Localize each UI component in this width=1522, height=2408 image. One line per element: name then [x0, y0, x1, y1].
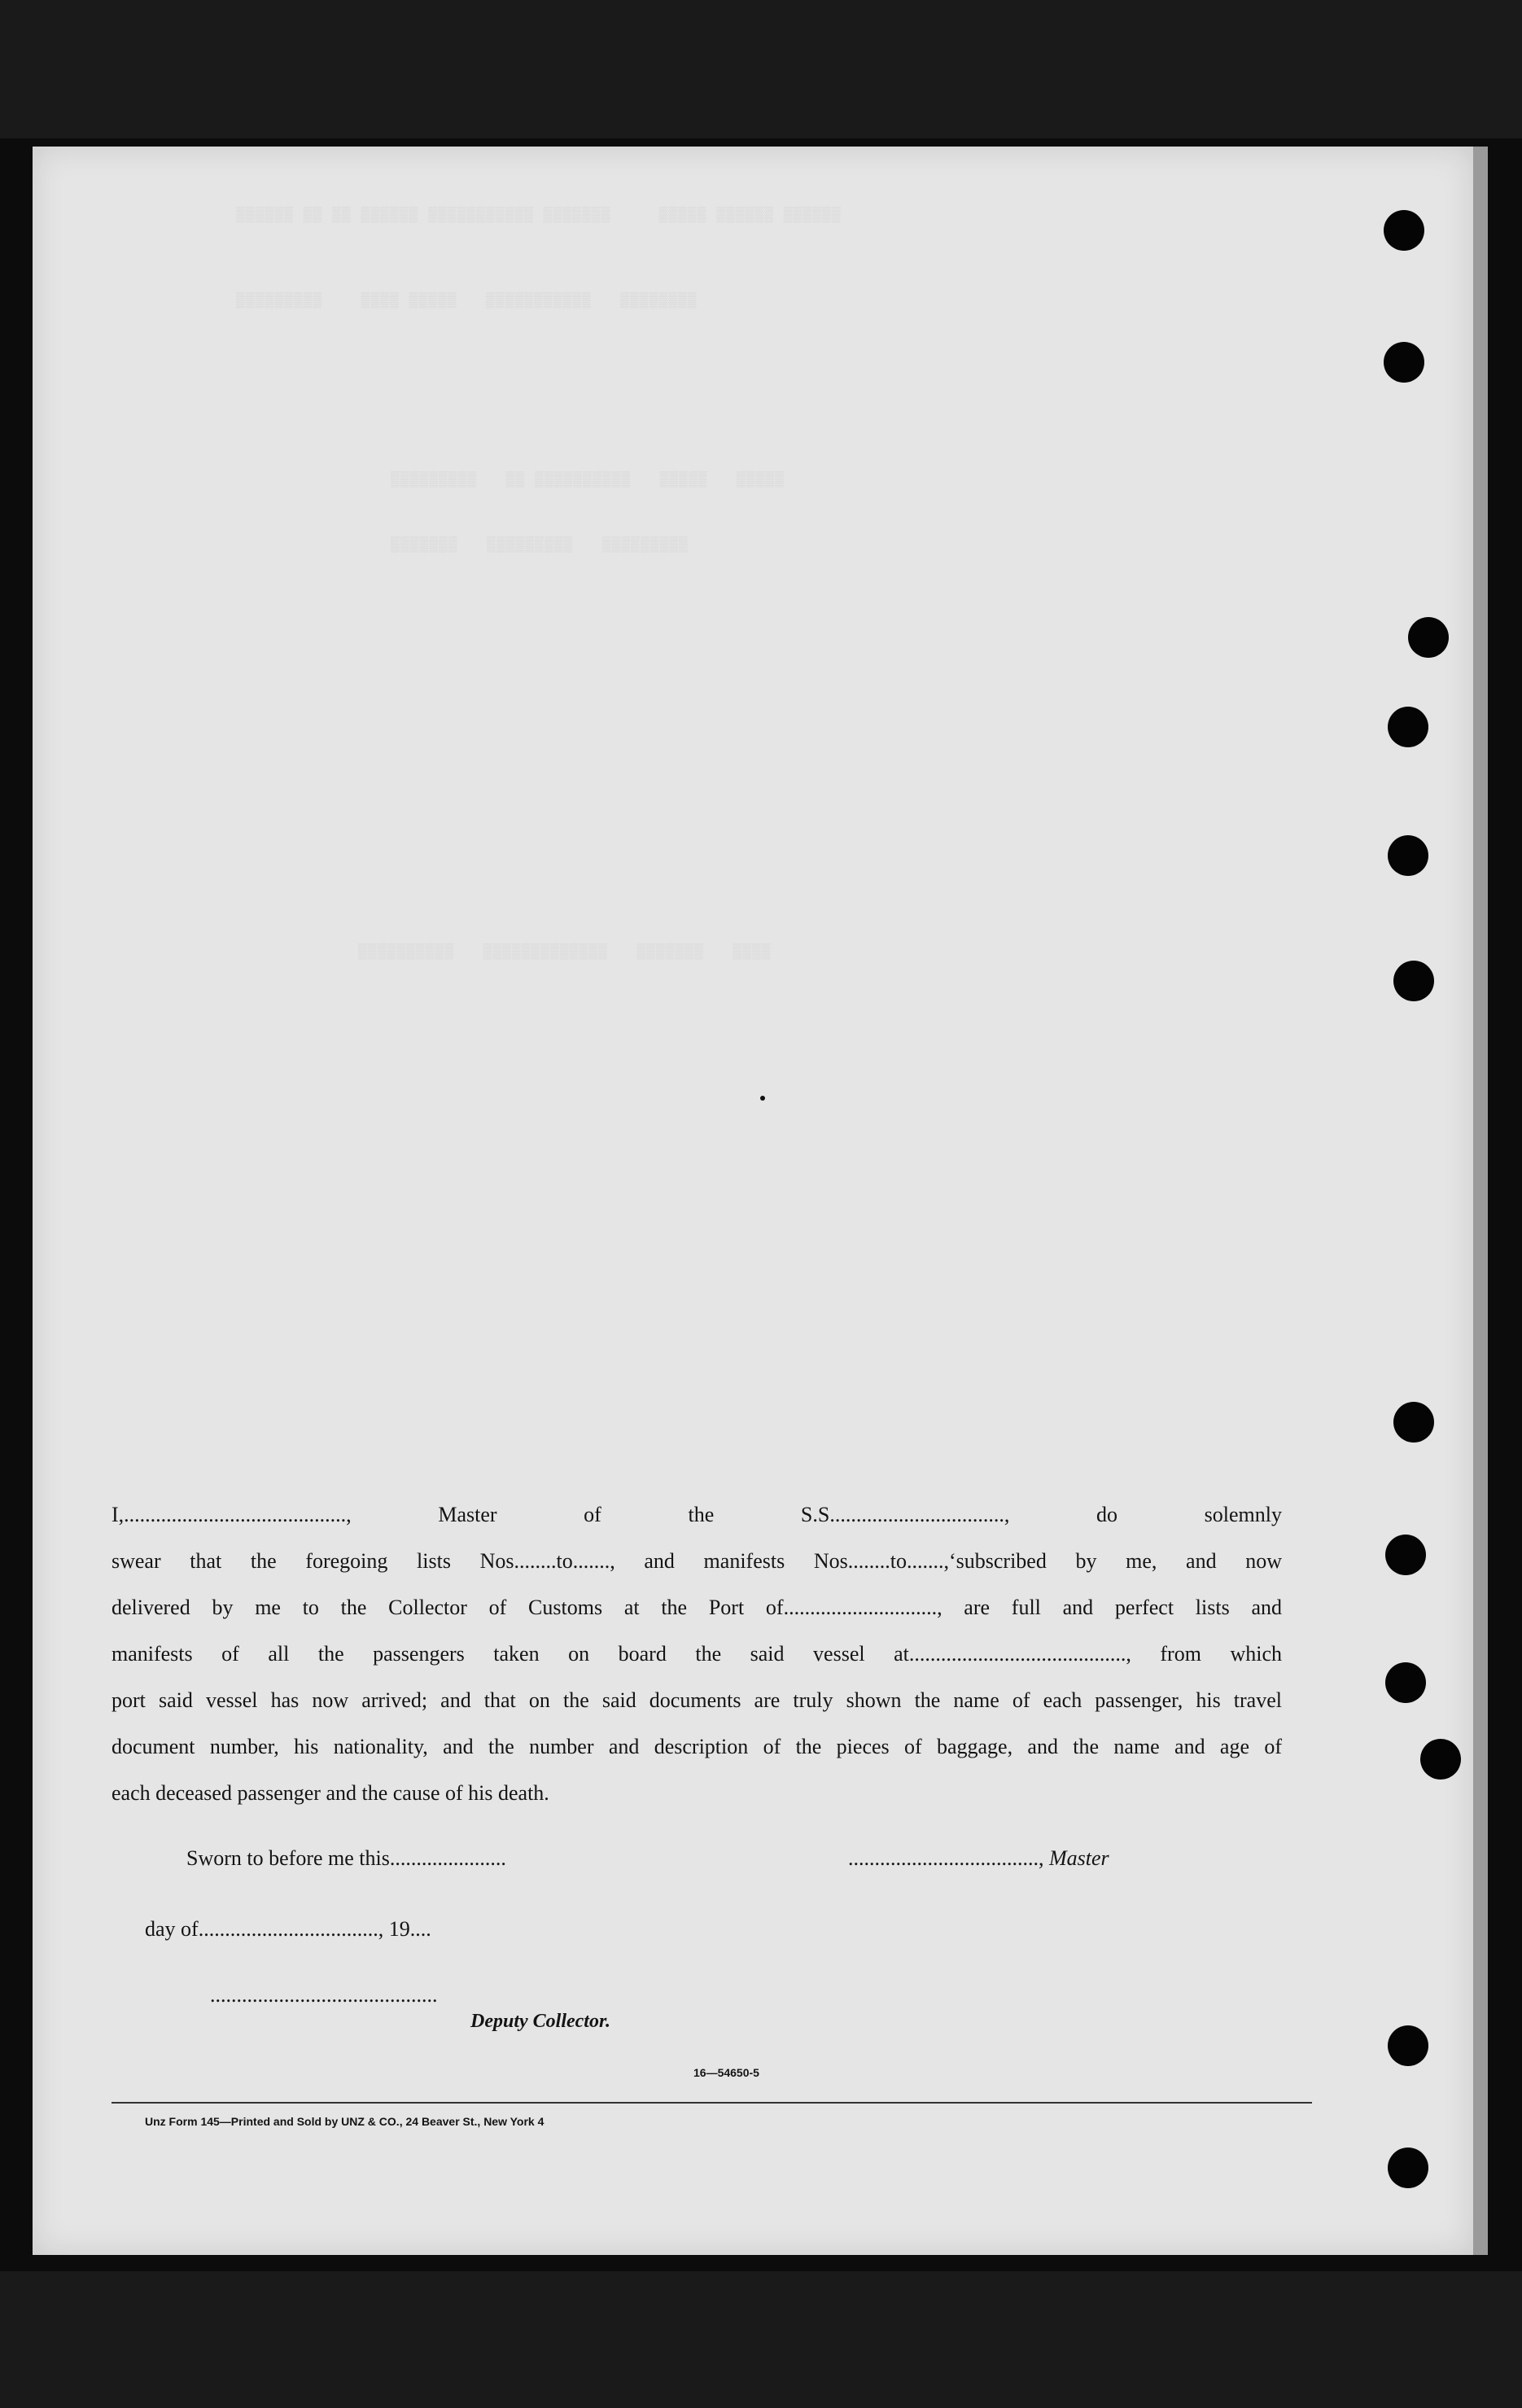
bleed-through-5: ▒▒▒▒▒▒▒▒▒▒ ▒▒▒▒▒▒▒▒▒▒▒▒▒ ▒▒▒▒▒▒▒ ▒▒▒▒ — [358, 944, 772, 961]
sworn-line: Sworn to before me this...................... — [186, 1846, 506, 1870]
deputy-collector-label: Deputy Collector. — [470, 2011, 610, 2032]
punch-hole-6 — [1393, 961, 1434, 1001]
punch-hole-4 — [1388, 707, 1428, 747]
form-number: 16—54650-5 — [693, 2066, 759, 2079]
master-label: Master — [1049, 1846, 1109, 1870]
footer-rule — [112, 2102, 1312, 2104]
oath-line-3: delivered by me to the Collector of Customs at the Port of............................., are full and perfect lists and — [112, 1596, 1282, 1619]
film-strip-bottom — [0, 2271, 1522, 2408]
ink-speck — [760, 1096, 765, 1101]
punch-hole-1 — [1384, 210, 1424, 251]
bleed-through-2: ▒▒▒▒▒▒▒▒▒ ▒▒▒▒ ▒▒▒▒▒ ▒▒▒▒▒▒▒▒▒▒▒ ▒▒▒▒▒▒▒▒ — [236, 293, 698, 309]
bleed-through-3: ▒▒▒▒▒▒▒▒▒ ▒▒ ▒▒▒▒▒▒▒▒▒▒ ▒▒▒▒▒ ▒▒▒▒▒ — [391, 472, 785, 488]
punch-hole-5 — [1388, 835, 1428, 876]
punch-hole-11 — [1388, 2025, 1428, 2066]
punch-hole-7 — [1393, 1402, 1434, 1443]
punch-hole-8 — [1385, 1535, 1426, 1575]
master-signature-line — [848, 1846, 1109, 1871]
oath-line-6: document number, his nationality, and the number and description of the pieces of baggage, and the name and age of — [112, 1735, 1282, 1758]
bleed-through-1: ▒▒▒▒▒▒ ▒▒ ▒▒ ▒▒▒▒▒▒ ▒▒▒▒▒▒▒▒▒▒▒ ▒▒▒▒▒▒▒ ▒▒▒▒▒ ▒▒▒▒▒▒ ▒▒▒▒▒▒ — [236, 208, 842, 224]
page-edge — [1473, 147, 1488, 2255]
oath-line-1: I,.........................................., Master of the S.S................................., do solemnly — [112, 1503, 1282, 1526]
oath-line-7: each deceased passenger and the cause of his death. — [112, 1781, 549, 1805]
oath-paragraph — [112, 1491, 1282, 1816]
oath-line-2: swear that the foregoing lists Nos........to......., and manifests Nos........to.......,‘subscribed by me, and now — [112, 1549, 1282, 1573]
film-strip-top — [0, 0, 1522, 138]
oath-line-5: port said vessel has now arrived; and that on the said documents are truly shown the name of each passenger, his travel — [112, 1688, 1282, 1712]
printer-imprint: Unz Form 145—Printed and Sold by UNZ & CO., 24 Beaver St., New York 4 — [145, 2115, 545, 2128]
punch-hole-9 — [1385, 1662, 1426, 1703]
bleed-through-4: ▒▒▒▒▒▒▒ ▒▒▒▒▒▒▒▒▒ ▒▒▒▒▒▒▒▒▒ — [391, 537, 689, 554]
punch-hole-12 — [1388, 2147, 1428, 2188]
day-line: day of.................................., 19.... — [145, 1917, 431, 1941]
punch-hole-2 — [1384, 342, 1424, 383]
punch-hole-3 — [1408, 617, 1449, 658]
deputy-dots: ........................................... — [210, 1983, 438, 2007]
punch-hole-10 — [1420, 1739, 1461, 1780]
master-dots: ...................................., — [848, 1846, 1049, 1870]
oath-line-4: manifests of all the passengers taken on board the said vessel at........................................., from which — [112, 1642, 1282, 1666]
